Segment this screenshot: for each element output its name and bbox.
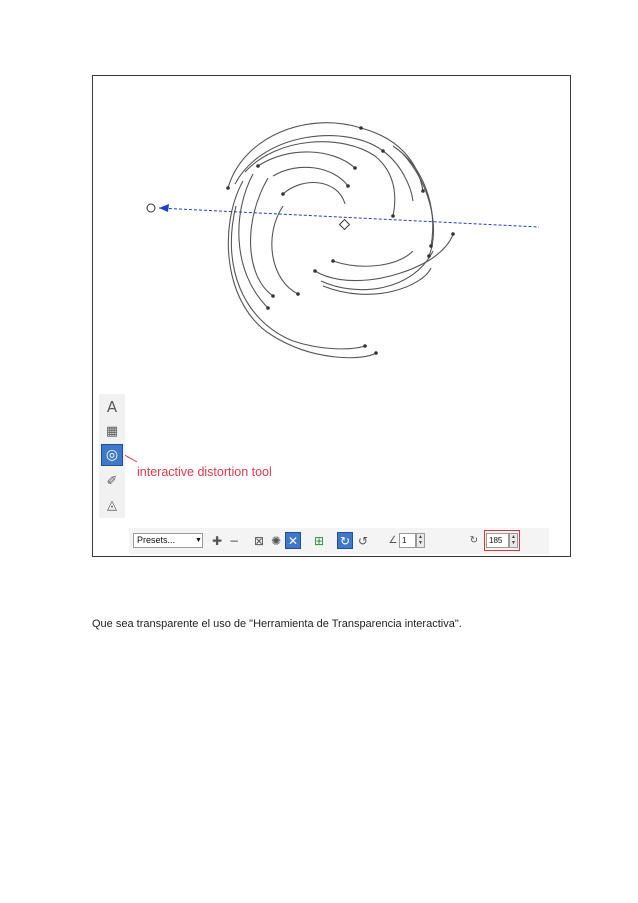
vector-arrowhead xyxy=(159,204,169,212)
node-point xyxy=(226,186,230,190)
spiral-arc xyxy=(403,154,434,256)
node-point xyxy=(266,306,270,310)
push-pull-icon[interactable]: ⊠ xyxy=(253,533,265,548)
node-point xyxy=(421,189,425,193)
zipper-icon[interactable]: ✺ xyxy=(270,533,282,548)
chevron-down-icon: ▼ xyxy=(195,537,202,544)
vector-end-handle[interactable] xyxy=(147,204,155,212)
spiral-arc xyxy=(283,183,345,204)
node-point xyxy=(256,164,260,168)
node-point xyxy=(313,269,317,273)
add-preset-icon[interactable]: ✚ xyxy=(211,533,223,548)
presets-label: Presets... xyxy=(137,535,176,545)
degrees-stepper[interactable]: ▲ ▼ xyxy=(509,533,518,548)
text-tool-icon[interactable]: A xyxy=(106,398,118,416)
table-tool-icon[interactable]: ▦ xyxy=(105,423,119,439)
node-point xyxy=(271,294,275,298)
node-point xyxy=(451,232,455,236)
node-point xyxy=(363,344,367,348)
tool-callout-label: interactive distortion tool xyxy=(137,465,272,479)
twister-icon[interactable]: ✕ xyxy=(285,532,301,549)
spiral-arc xyxy=(273,167,348,186)
drawing-canvas xyxy=(93,76,570,516)
screenshot-figure xyxy=(92,75,571,557)
spiral-arc xyxy=(228,181,376,358)
add-new-distortion-icon[interactable]: ⊞ xyxy=(313,533,325,548)
counterclockwise-rotation-icon[interactable]: ↺ xyxy=(357,533,369,548)
toolbox xyxy=(99,394,125,518)
node-point xyxy=(346,184,350,188)
node-point xyxy=(331,259,335,263)
spiral-arc xyxy=(393,146,433,246)
spiral-arc xyxy=(333,251,413,266)
spiral-arc xyxy=(321,251,433,290)
spiral-arc xyxy=(251,178,273,296)
interactive-distortion-icon[interactable]: ◎ xyxy=(101,444,123,466)
presets-dropdown[interactable] xyxy=(133,533,203,548)
clockwise-rotation-icon[interactable]: ↻ xyxy=(337,532,353,549)
node-point xyxy=(429,244,433,248)
node-point xyxy=(391,214,395,218)
node-point xyxy=(374,351,378,355)
remove-preset-icon[interactable]: − xyxy=(228,533,240,548)
node-point xyxy=(381,149,385,153)
node-point xyxy=(296,292,300,296)
eyedropper-icon[interactable]: ✐ xyxy=(106,473,118,489)
additional-degrees-input[interactable]: 185 xyxy=(486,533,509,548)
fill-tool-icon[interactable]: ◬ xyxy=(107,497,117,513)
complete-rotations-icon: ∠ xyxy=(388,535,398,546)
additional-degrees-icon: ↻ xyxy=(469,535,479,546)
caption-text: Que sea transparente el uso de "Herramienta de Transparencia interactiva". xyxy=(92,618,462,630)
spiral-arc xyxy=(323,268,431,294)
property-bar xyxy=(129,528,549,554)
node-point xyxy=(281,192,285,196)
node-point xyxy=(353,166,357,170)
spiral-arc xyxy=(258,152,355,168)
complete-rotations-input[interactable]: 1 xyxy=(399,533,416,548)
rotations-stepper[interactable]: ▲ ▼ xyxy=(416,533,425,548)
node-point xyxy=(427,254,431,258)
spiral-arc xyxy=(228,123,423,191)
node-point xyxy=(359,126,363,130)
vector-center-handle[interactable] xyxy=(340,220,350,230)
spiral-arc xyxy=(272,206,298,294)
spiral-arc xyxy=(239,174,268,308)
